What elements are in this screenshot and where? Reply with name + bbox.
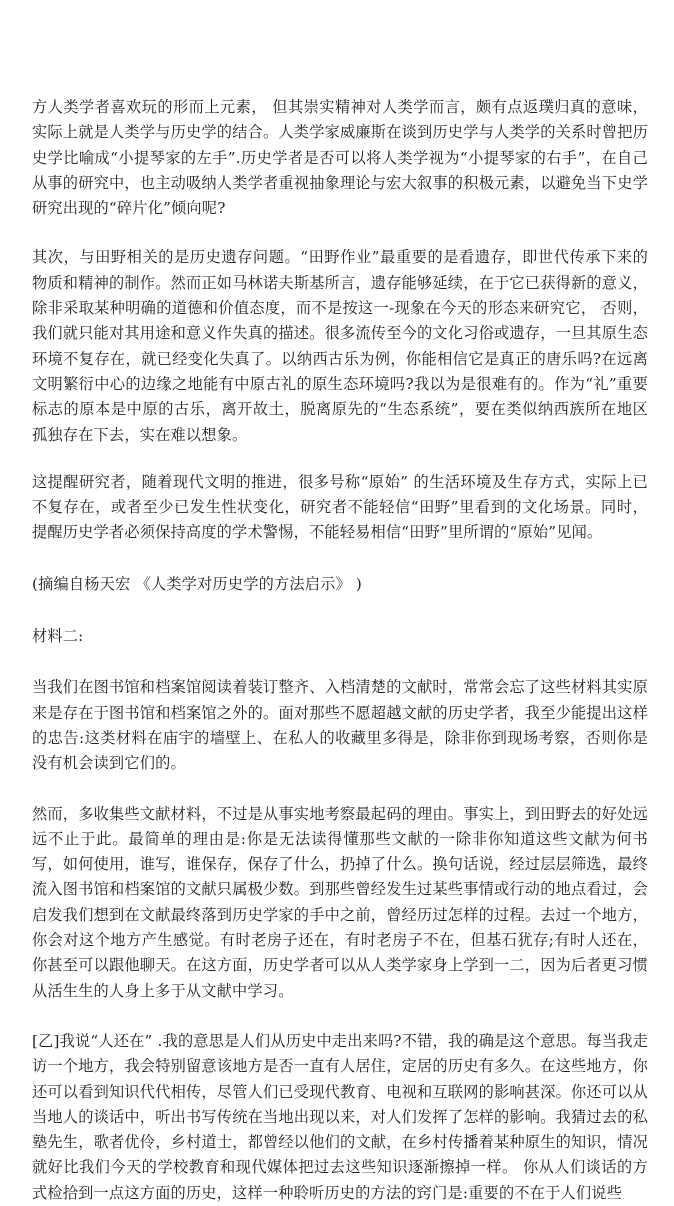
section-heading-material-two: 材料二: [32,627,84,646]
source-citation: (摘编自杨天宏 《人类学对历史学的方法启示》 ) [32,574,363,593]
paragraph-people-still-there: [乙]我说“人还在” .我的意思是人们从历史中走出来吗?不错，我的确是这个意思。每当我走访一个地方，我会特别留意该地方是否一直有人居住，定居的历史有多久。在这些地方，你还可以看到知识代代相传，尽管人们已受现代教育、电视和互联网的影响甚深。你还可以从当地人的谈话中，听出书写传统在当地出现以来，对人们发挥了怎样的影响。我猜过去的私塾先生，歌者优伶，乡村道士，都曾经以他们的文献，在乡村传播着某种原生的知识，情况就好比我们今天的学校教育和现代媒体把过去这些知识逐渐擦掉一样。 你从人们谈话的方式检拾到一点这方面的历史，这样一种聆听历史的方法的窍门是:重要的不在于人们说些 [32,1031,648,1202]
paragraph-library-archives: 当我们在图书馆和档案馆阅读着装订整齐、入档清楚的文献时，常常会忘了这些材料其实原来是存在于图书馆和档案馆之外的。面对那些不愿超越文献的历史学者，我至少能提出这样的忠告:这类材料在庙宇的墙壁上、在私人的收藏里多得是，除非你到现场考察，否则你是没有机会读到它们的。 [32,678,648,773]
paragraph-anthropology-history: 方人类学者喜欢玩的形而上元素， 但其崇实精神对人类学而言，颇有点返璞归真的意味，实际上就是人类学与历史学的结合。人类学家威廉斯在谈到历史学与人类学的关系时曾把历史学比喻成“小提琴家的左手”.历史学者是否可以将人类学视为“小提琴家的右手”，在自己从事的研究中，也主动吸纳人类学者重视抽象理论与宏大叙事的积极元素，以避免当下史学研究出现的“碎片化”倾向呢? [32,98,648,218]
paragraph-research-warning: 这提醒研究者，随着现代文明的推进，很多号称“原始” 的生活环境及生存方式，实际上已不复存在，或者至少已发生性状变化，研究者不能轻信“田野”里看到的文化场景。同时，提醒历史学者必须保持高度的学术警惕，不能轻易相信“田野”里所谓的“原始”见闻。 [32,472,648,542]
paragraph-historical-remains: 其次，与田野相关的是历史遗存问题。“田野作业”最重要的是看遗存，即世代传承下来的物质和精神的制作。然而正如马林诺夫斯基所言，遗存能够延续，在于它已获得新的意义，除非采取某种明确的道德和价值态度，而不是按这一-现象在今天的形态来研究它， 否则，我们就只能对其用途和意义作失真的描述。很多流传至今的文化习俗或遗存，一旦其原生态环境不复存在，就已经变化失真了。以纳西古乐为例，你能相信它是真正的唐乐吗?在远离文明繁衍中心的边缘之地能有中原古礼的原生态环境吗?我以为是很难有的。作为“礼”重要标志的原本是中原的古乐，离开故土，脱离原先的“生态系统”，要在类似纳西族所在地区孤独存在下去，实在难以想象。 [32,248,648,444]
paragraph-fieldwork-benefits: 然而，多收集些文献材料，不过是从事实地考察最起码的理由。事实上，到田野去的好处远远不止于此。最简单的理由是:你是无法读得懂那些文献的一除非你知道这些文献为何书写，如何使用，谁写，谁保存，保存了什么，扔掉了什么。换句话说，经过层层筛选，最终流入图书馆和档案馆的文献只属极少数。到那些曾经发生过某些事情或行动的地点看过，会启发我们想到在文献最终落到历史学家的手中之前，曾经历过怎样的过程。去过一个地方，你会对这个地方产生感觉。有时老房子还在，有时老房子不在，但基石犹存;有时人还在，你甚至可以跟他聊天。在这方面，历史学者可以从人类学家身上学到一二，因为后者更习惯从活生生的人身上多于从文献中学习。 [32,804,648,1000]
